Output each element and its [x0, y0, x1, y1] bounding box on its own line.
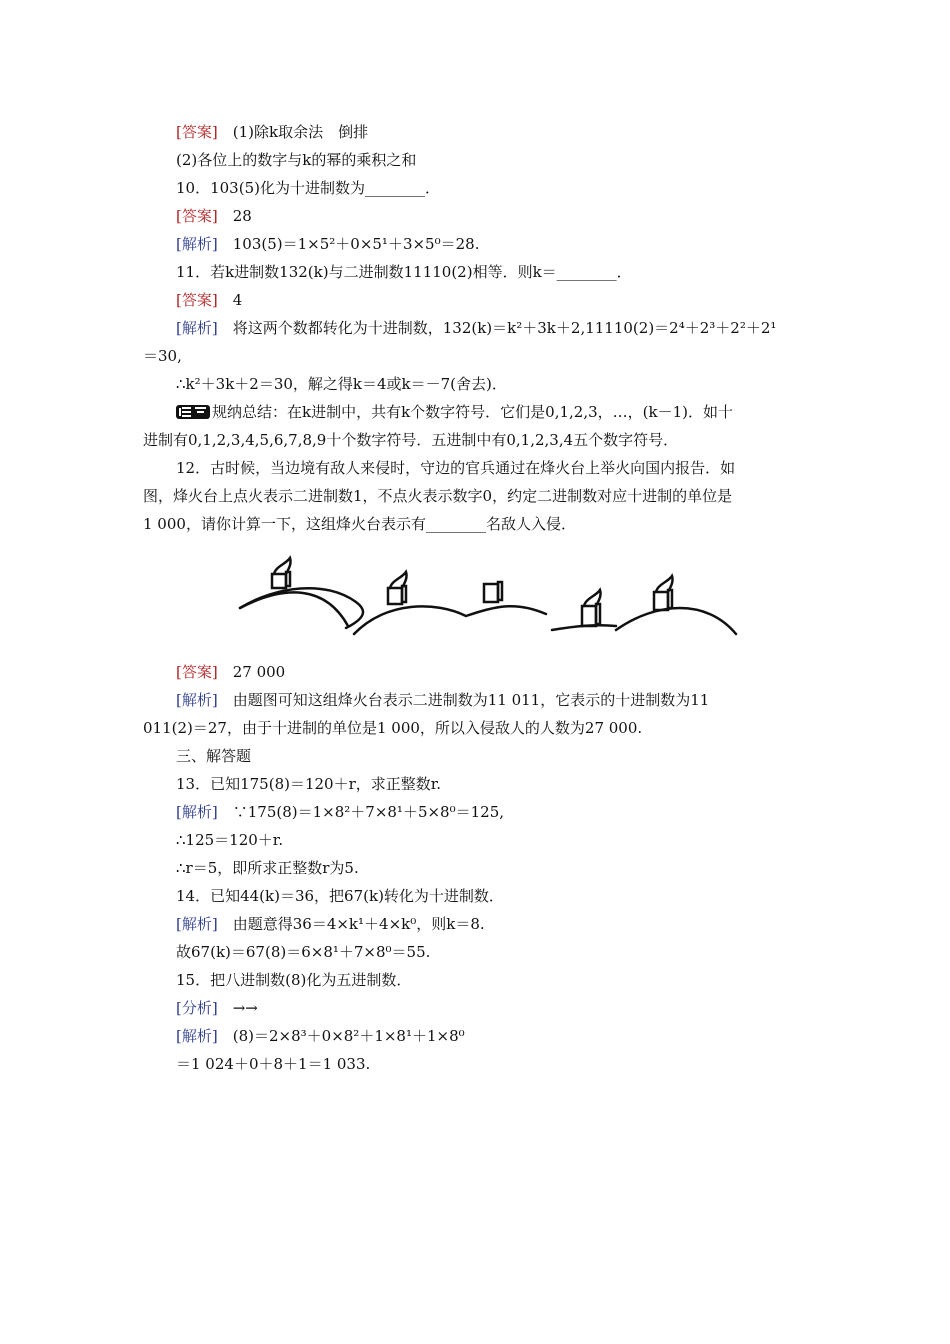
- text-line: ∴r＝5，即所求正整数r为5.: [176, 859, 359, 877]
- analysis-text: →→: [232, 999, 258, 1017]
- answer-tag: [答案]: [176, 663, 218, 681]
- answer-text: (1)除k取余法 倒排: [232, 123, 369, 141]
- hill-1-outline: [240, 592, 348, 626]
- question-13: 13．已知175(8)＝120＋r，求正整数r.: [176, 775, 442, 793]
- answer-text: 28: [232, 207, 252, 225]
- text-line: ∴125＝120＋r.: [176, 831, 284, 849]
- question-15: 15．把八进制数(8)化为五进制数．: [176, 971, 412, 989]
- hill-3: [616, 608, 736, 634]
- answer-line: [176, 121, 368, 143]
- analysis-line: [176, 801, 504, 823]
- answer-tag: [答案]: [176, 291, 218, 309]
- text-line: 011(2)＝27，由于十进制的单位是1 000，所以入侵敌人的人数为27 000.: [143, 719, 643, 737]
- question-10: 10．103(5)化为十进制数为________．: [176, 179, 440, 197]
- text-line: (2)各位上的数字与k的幂的乘积之和: [176, 151, 417, 169]
- analysis-text: (8)＝2×8³＋0×8²＋1×8¹＋1×8⁰: [232, 1027, 465, 1045]
- summary-line: [176, 401, 733, 423]
- analysis-tag: [解析]: [176, 319, 218, 337]
- beacon-4: [582, 590, 601, 626]
- analysis-line: [176, 233, 479, 255]
- analysis-text: 将这两个数都转化为十进制数，132(k)＝k²＋3k＋2,11110(2)＝2⁴＋2³＋2²＋2¹: [232, 319, 777, 337]
- analysis-line: [176, 317, 776, 339]
- text-line: ∴k²＋3k＋2＝30，解之得k＝4或k＝－7(舍去)．: [176, 375, 507, 393]
- summary-text: 规纳总结：在k进制中，共有k个数字符号．它们是0,1,2,3，…，(k－1)．如十: [212, 403, 733, 421]
- beacon-1: [272, 558, 291, 588]
- question-14: 14．已知44(k)＝36，把67(k)转化为十进制数．: [176, 887, 504, 905]
- beacon-5: [654, 576, 673, 610]
- beacon-figure: [236, 546, 746, 650]
- analysis-line: [176, 689, 709, 711]
- analysis-tag: [解析]: [176, 691, 218, 709]
- answer-text: 27 000: [232, 663, 286, 681]
- text-line: ＝1 024＋0＋8＋1＝1 033.: [176, 1055, 371, 1073]
- analysis-text: 由题意得36＝4×k¹＋4×k⁰，则k＝8.: [232, 915, 485, 933]
- analysis-tag: [解析]: [176, 915, 218, 933]
- beacon-2: [388, 572, 407, 604]
- analysis-text: 由题图可知这组烽火台表示二进制数为11 011，它表示的十进制数为11: [232, 691, 710, 709]
- answer-tag: [答案]: [176, 123, 218, 141]
- answer-line: [176, 289, 242, 311]
- text-line: 图，烽火台上点火表示二进制数1，不点火表示数字0，约定二进制数对应十进制的单位是: [143, 487, 733, 505]
- text-line: 1 000，请你计算一下，这组烽火台表示有________名敌人入侵．: [143, 515, 576, 533]
- analysis-text: ∵175(8)＝1×8²＋7×8¹＋5×8⁰＝125,: [232, 803, 505, 821]
- answer-tag: [答案]: [176, 207, 218, 225]
- answer-line: [176, 661, 285, 683]
- analysis-tag: [解析]: [176, 803, 218, 821]
- analysis-line: [176, 1025, 465, 1047]
- analysis-tag: [分析]: [176, 999, 218, 1017]
- answer-line: [176, 205, 252, 227]
- question-11: 11．若k进制数132(k)与二进制数11110(2)相等．则k＝________．: [176, 263, 632, 281]
- analysis-line: [176, 913, 485, 935]
- summary-icon: [176, 403, 210, 417]
- analysis-tag: [解析]: [176, 1027, 218, 1045]
- analysis-text: 103(5)＝1×5²＋0×5¹＋3×5⁰＝28.: [232, 235, 480, 253]
- analysis-tag: [解析]: [176, 235, 218, 253]
- text-line: 进制有0,1,2,3,4,5,6,7,8,9十个数字符号．五进制中有0,1,2,3,4五个数字符号．: [143, 431, 679, 449]
- analysis-line: [176, 997, 258, 1019]
- answer-text: 4: [232, 291, 243, 309]
- hill-2: [354, 606, 546, 634]
- question-12: 12．古时候，当边境有敌人来侵时，守边的官兵通过在烽火台上举火向国内报告．如: [176, 459, 736, 477]
- text-line: ＝30,: [143, 347, 182, 365]
- text-line: 故67(k)＝67(8)＝6×8¹＋7×8⁰＝55.: [176, 943, 431, 961]
- section-heading: 三、解答题: [176, 747, 252, 765]
- beacon-3: [484, 582, 502, 602]
